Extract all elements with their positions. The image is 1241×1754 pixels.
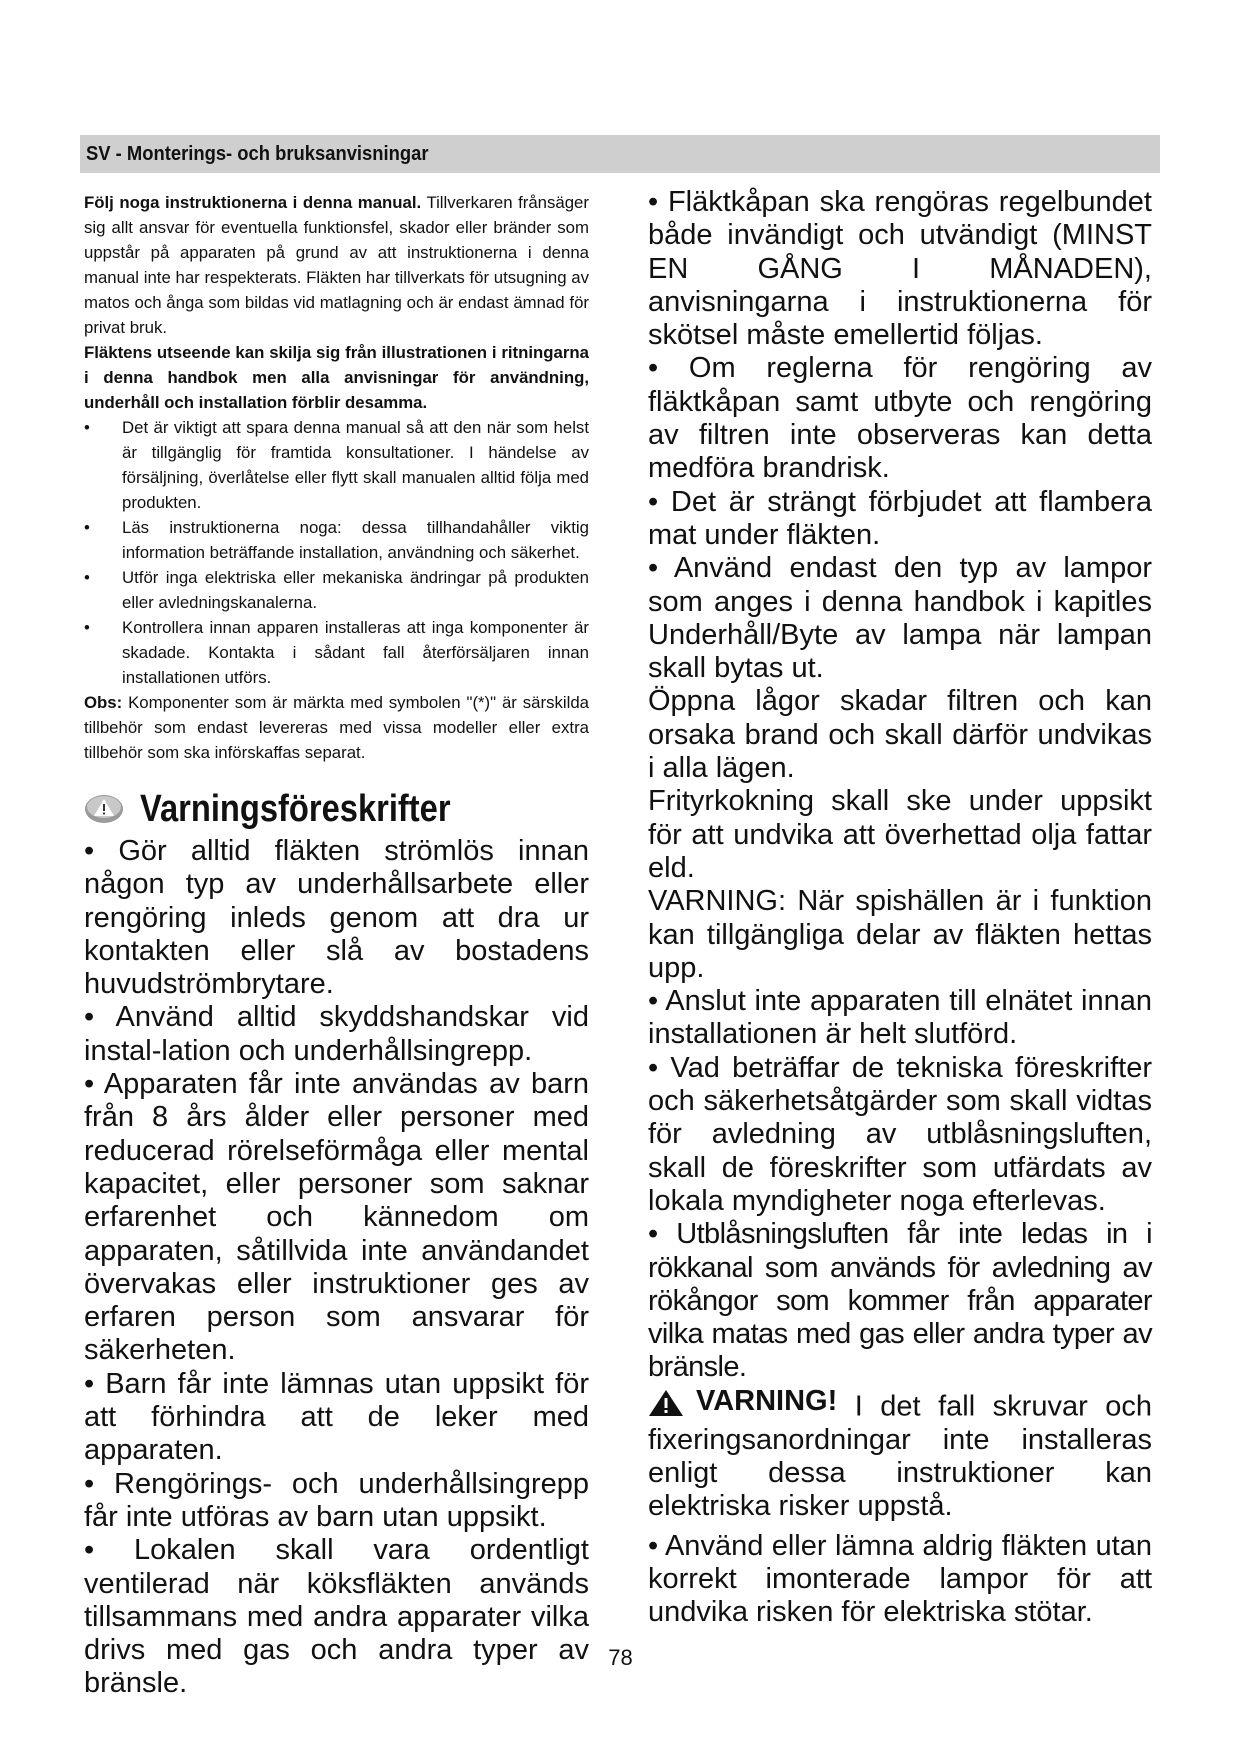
intro-bullet-list	[84, 415, 589, 690]
list-item: • Kontrollera innan apparen installeras att inga komponenter är skadade. Kontakta i sådant fall återförsäljaren innan installationen utförs.	[84, 615, 589, 690]
warnings-heading	[84, 787, 589, 831]
left-column	[84, 190, 589, 1701]
section-header-bar	[80, 135, 1160, 173]
list-item: • Använd eller lämna aldrig fläkten utan korrekt imonterade lampor för att undvika risken för elektriska stötar.	[648, 1529, 1152, 1629]
list-item: • Rengörings- och underhållsingrepp får inte utföras av barn utan uppsikt.	[84, 1467, 589, 1533]
list-item: • Utblåsningsluften får inte ledas in i rökkanal som används för avledning av rökångor som kommer från apparater vilka matas med gas eller andra typer av bränsle.	[648, 1218, 1152, 1384]
warnings-title: Varningsföreskrifter	[140, 788, 451, 830]
list-item: • Barn får inte lämnas utan uppsikt för att förhindra att de leker med apparaten.	[84, 1367, 589, 1467]
list-item: • Anslut inte apparaten till elnätet innan installationen är helt slutförd.	[648, 985, 1152, 1051]
obs-label: Obs:	[84, 693, 123, 712]
intro-section	[84, 190, 589, 765]
list-item: • Det är viktigt att spara denna manual så att den när som helst är tillgänglig för framtida konsultationer. I händelse av försäljning, överlåtelse eller flytt skall manualen alltid följa med produkten.	[84, 415, 589, 515]
list-item: • Gör alltid fläkten strömlös innan någon typ av underhållsarbete eller rengöring inleds genom att dra ur kontakten eller slå av bostadens huvudströmbrytare.	[84, 835, 589, 1001]
varning-paragraph	[648, 1385, 1152, 1524]
intro-text: Tillverkaren frånsäger sig allt ansvar för eventuella funktionsfel, skador eller bränder som uppstår på apparaten på grund av att instruktionerna i denna manual inte har respekterats. Fläkten har tillverkats för utsugning av matos och ånga som bildas vid matlagning och är endast ämnad för privat bruk.	[84, 193, 589, 337]
intro-lead: Följ noga instruktionerna i denna manual.	[84, 193, 422, 212]
list-item: • Läs instruktionerna noga: dessa tillhandahåller viktig information beträffande installation, användning och säkerhet.	[84, 515, 589, 565]
obs-text: Komponenter som är märkta med symbolen "(*)" är särskilda tillbehör som endast levereras med vissa modeller eller extra tillbehör som ska införskaffas separat.	[84, 693, 589, 762]
bullet-icon: •	[84, 518, 90, 537]
warning-badge-icon	[84, 794, 124, 824]
obs-paragraph	[84, 690, 589, 765]
list-item: Öppna lågor skadar filtren och kan orsaka brand och skall därför undvikas i alla lägen.	[648, 685, 1152, 785]
warning-triangle-icon	[648, 1389, 684, 1417]
bullet-icon: •	[84, 568, 90, 587]
intro-bold-paragraph: Fläktens utseende kan skilja sig från illustrationen i ritningarna i denna handbok men alla anvisningar för användning, underhåll och installation förblir desamma.	[84, 343, 589, 412]
right-column	[648, 186, 1152, 1629]
list-item: • Apparaten får inte användas av barn från 8 års ålder eller personer med reducerad rörelseförmåga eller mental kapacitet, eller personer som saknar erfarenhet och kännedom om apparaten, såtillvida inte användandet övervakas eller instruktioner ges av erfaren person som ansvarar för säkerheten.	[84, 1068, 589, 1367]
bullet-icon: •	[84, 618, 90, 637]
list-item: • Det är strängt förbjudet att flambera mat under fläkten.	[648, 485, 1152, 551]
list-item: • Fläktkåpan ska rengöras regelbundet både invändigt och utvändigt (MINST EN GÅNG I MÅNADEN), anvisningarna i instruktionerna för skötsel måste emellertid följas.	[648, 186, 1152, 352]
list-item: • Vad beträffar de tekniska föreskrifter och säkerhetsåtgärder som skall vidtas för avledning av utblåsningsluften, skall de föreskrifter som utfärdats av lokala myndigheter noga efterlevas.	[648, 1051, 1152, 1217]
intro-paragraph	[84, 190, 589, 340]
section-header-title: SV - Monterings- och bruksanvisningar	[86, 143, 429, 165]
list-item: Frityrkokning skall ske under uppsikt för att undvika att överhettad olja fattar eld.	[648, 785, 1152, 884]
list-item: • Använd alltid skyddshandskar vid instal-lation och underhållsingrepp.	[84, 1001, 589, 1067]
varning-label: VARNING!	[696, 1384, 838, 1417]
warnings-left-list	[84, 835, 589, 1701]
bullet-icon: •	[84, 418, 90, 437]
list-item: • Lokalen skall vara ordentligt ventilerad när köksfläkten används tillsammans med andra apparater vilka drivs med gas och andra typer av bränsle.	[84, 1534, 589, 1700]
list-item: • Om reglerna för rengöring av fläktkåpan samt utbyte och rengöring av filtren inte observeras kan detta medföra brandrisk.	[648, 352, 1152, 485]
varning-text: I det fall skruvar och fixeringsanordningar inte installeras enligt dessa instruktioner kan elektriska risker uppstå.	[648, 1390, 1152, 1523]
list-item: • Använd endast den typ av lampor som anges i denna handbok i kapitles Underhåll/Byte av lampa när lampan skall bytas ut.	[648, 552, 1152, 685]
page-number: 78	[608, 1645, 633, 1670]
list-item: VARNING: När spishällen är i funktion kan tillgängliga delar av fläkten hettas upp.	[648, 885, 1152, 984]
list-item: • Utför inga elektriska eller mekaniska ändringar på produkten eller avledningskanalerna.	[84, 565, 589, 615]
